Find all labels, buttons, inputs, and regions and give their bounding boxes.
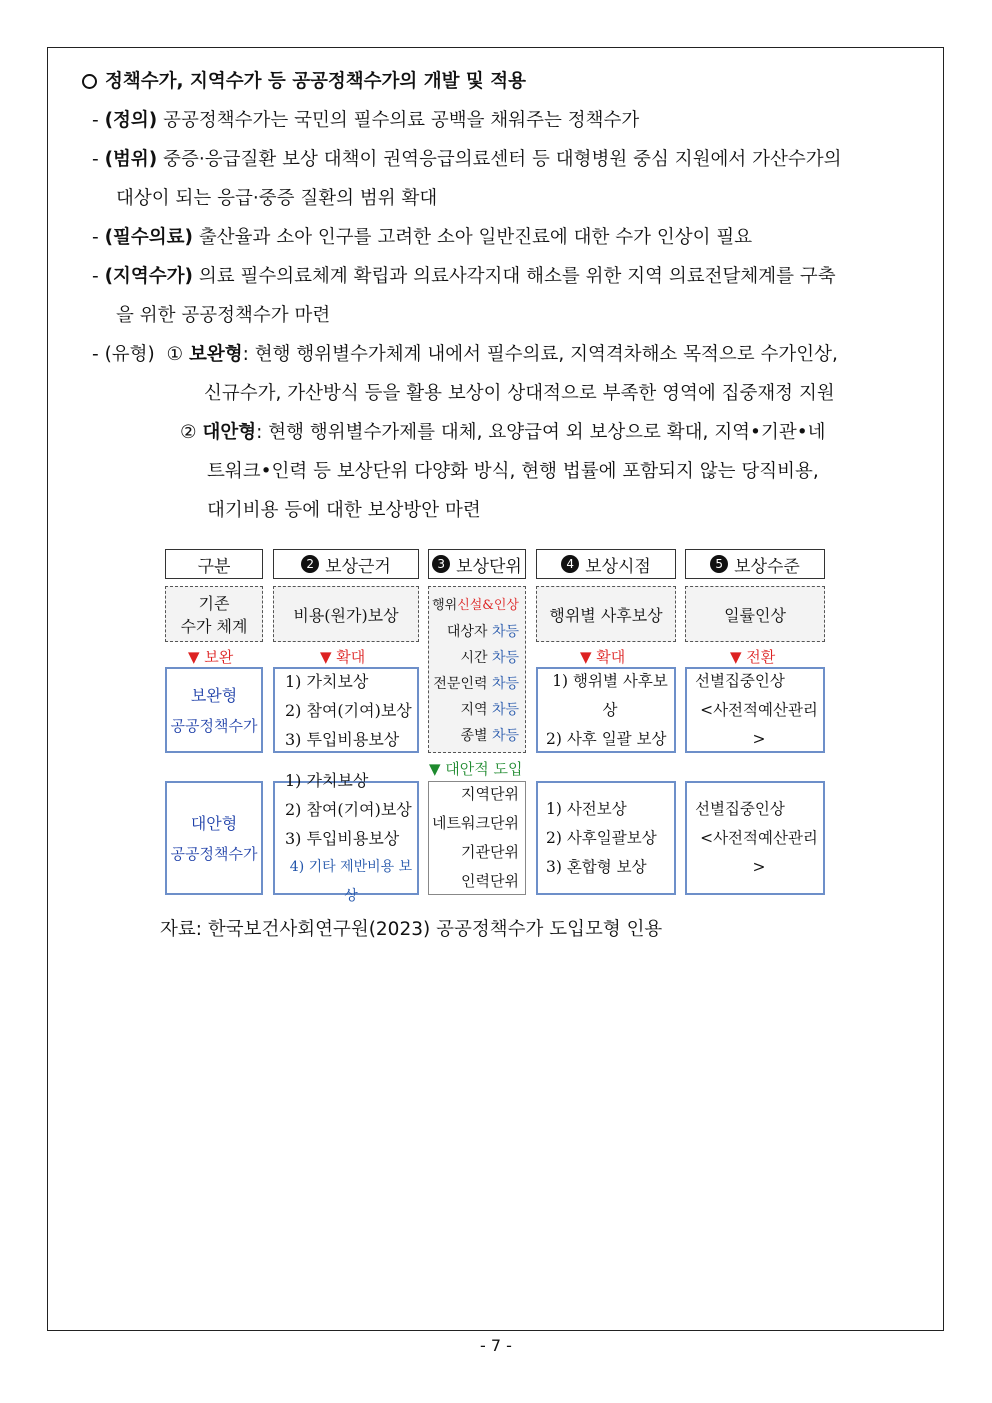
unit-column <box>428 586 526 753</box>
existing-basis: 비용(원가)보상 <box>273 586 419 642</box>
item-types-line5: 대기비용 등에 대한 보상방안 마련 <box>207 500 481 521</box>
unit-row: 지역 차등 <box>460 702 519 718</box>
unit-row: 전문인력 차등 <box>433 676 519 692</box>
complement-basis: 1) 가치보상 2) 참여(기여)보상 3) 투입비용보상 <box>273 667 419 753</box>
alternative-label: 대안형 공공정책수가 <box>165 781 263 895</box>
arrow-complement: ▼ 보완 <box>188 648 234 666</box>
item-types-line2: 신규수가, 가산방식 등을 활용 보상이 상대적으로 부족한 영역에 집중재정 지원 <box>204 383 835 404</box>
alternative-timing: 1) 사전보상 2) 사후일괄보상 3) 혼합형 보상 <box>536 781 676 895</box>
complement-timing: 1) 행위별 사후보상 2) 사후 일괄 보상 <box>536 667 676 753</box>
alternative-basis: 1) 가치보상 2) 참여(기여)보상 3) 투입비용보상 4) 기타 제반비용 보상 <box>273 781 419 895</box>
item-scope-line2: 대상이 되는 응급·중증 질환의 범위 확대 <box>116 188 438 209</box>
arrow-convert: ▼ 전환 <box>730 648 776 666</box>
arrow-expand-basis: ▼ 확대 <box>320 648 366 666</box>
unit-row: 시간 차등 <box>460 650 519 666</box>
item-definition: - (정의) 공공정책수가는 국민의 필수의료 공백을 채워주는 정책수가 <box>92 110 640 131</box>
unit-row: 종별 차등 <box>460 728 519 744</box>
unit-row: 대상자 차등 <box>446 624 519 640</box>
section-heading: 정책수가, 지역수가 등 공공정책수가의 개발 및 적용 <box>82 70 526 94</box>
page-number: - 7 - <box>480 1336 512 1355</box>
alternative-level: 선별집중인상 <사전적예산관리> <box>685 781 825 895</box>
item-types-line1: - (유형) ① 보완형: 현행 행위별수가체계 내에서 필수의료, 지역격차해소 목적으로 수가인상, <box>92 344 838 365</box>
item-regional-line1: - (지역수가) 의료 필수의료체계 확립과 의료사각지대 해소를 위한 지역 의료전달체계를 구축 <box>92 266 836 287</box>
header-level: 5 보상수준 <box>685 549 825 579</box>
hollow-circle-icon <box>82 74 97 89</box>
source-caption: 자료: 한국보건사회연구원(2023) 공공정책수가 도입모형 인용 <box>160 919 663 940</box>
header-timing: 4 보상시점 <box>536 549 676 579</box>
complement-level: 선별집중인상 <사전적예산관리> <box>685 667 825 753</box>
header-unit: 3 보상단위 <box>428 549 526 579</box>
existing-level: 일률인상 <box>685 586 825 642</box>
item-essential: - (필수의료) 출산율과 소아 인구를 고려한 소아 일반진료에 대한 수가 인상이 필요 <box>92 227 753 248</box>
unit-existing: 행위신설&인상 <box>432 598 519 613</box>
item-types-line4: 트워크•인력 등 보상단위 다양화 방식, 현행 법률에 포함되지 않는 당직비용, <box>207 461 819 482</box>
arrow-expand-timing: ▼ 확대 <box>580 648 626 666</box>
item-scope-line1: - (범위) 중증·응급질환 보상 대책이 권역응급의료센터 등 대형병원 중심 지원에서 가산수가의 <box>92 149 842 170</box>
header-basis: 2 보상근거 <box>273 549 419 579</box>
arrow-alternative-intro: ▼ 대안적 도입 <box>429 760 523 778</box>
item-types-line3: ② 대안형: 현행 행위별수가제를 대체, 요양급여 외 보상으로 확대, 지역•기관•네 <box>180 422 826 443</box>
existing-label: 기존 수가 체계 <box>165 586 263 642</box>
existing-timing: 행위별 사후보상 <box>536 586 676 642</box>
alternative-units: 지역단위 네트워크단위 기관단위 인력단위 <box>428 781 526 895</box>
item-regional-line2: 을 위한 공공정책수가 마련 <box>116 305 331 326</box>
complement-label: 보완형 공공정책수가 <box>165 667 263 753</box>
header-category: 구분 <box>165 549 263 579</box>
